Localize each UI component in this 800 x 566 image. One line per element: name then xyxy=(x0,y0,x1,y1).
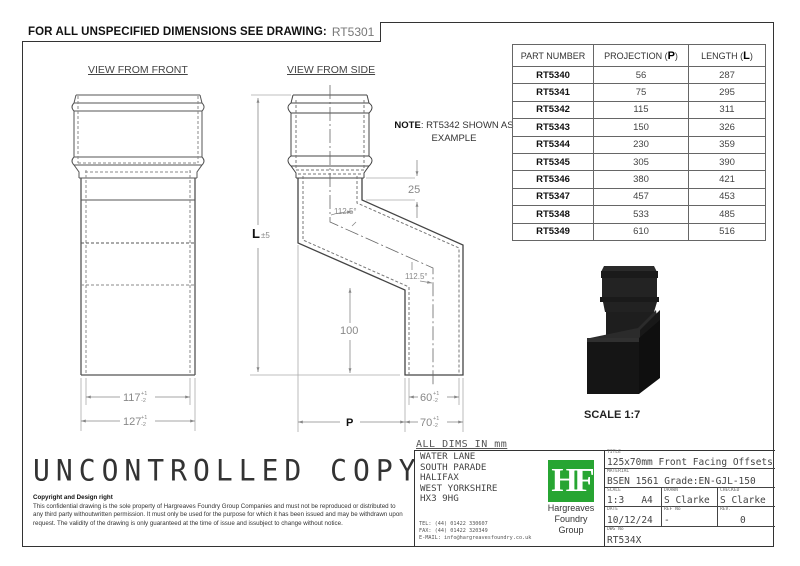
svg-text:-2: -2 xyxy=(141,422,146,428)
copyright-title: Copyright and Design right xyxy=(33,494,113,501)
svg-text:-2: -2 xyxy=(433,398,438,404)
company-logo: HF xyxy=(548,460,594,502)
copyright-body: This confidential drawing is the sole property of Hargreaves Foundry Group Companies and must not be reproduced or distributed to any third party withoutwritten permission. It must only be used for the purpose for which it has been issued and may be withdrawn upon request. The validity of the drawing is only guaranteed at the time of issue and issubject to change without notice. xyxy=(33,502,403,527)
header-label: FOR ALL UNSPECIFIED DIMENSIONS SEE DRAWING: xyxy=(28,25,327,38)
svg-text:+1: +1 xyxy=(433,391,440,397)
field-dwg-no: DWG No RT534X xyxy=(607,527,642,546)
copyright-notice xyxy=(33,494,403,528)
tel: TEL: (44) 01422 330607 xyxy=(419,521,488,527)
table-row: RT5343 150 326 xyxy=(513,119,766,136)
field-date: DATE 10/12/24 xyxy=(605,507,662,527)
table-row: RT5341 75 295 xyxy=(513,84,766,101)
table-row: RT5342 115 311 xyxy=(513,101,766,118)
field-ref: REF No - xyxy=(662,507,718,527)
col-projection: PROJECTION (P) xyxy=(594,45,689,67)
svg-text:-2: -2 xyxy=(433,423,438,429)
company-name: Hargreaves Foundry Group xyxy=(547,503,595,535)
field-material: MATERIAL BSEN 1561 Grade:EN-GJL-150 xyxy=(605,469,775,488)
field-drawn: DRAWN S Clarke xyxy=(662,488,718,507)
company-contact xyxy=(419,521,531,542)
field-checked: CHECKED S Clarke xyxy=(718,488,775,507)
svg-text:+1: +1 xyxy=(433,416,440,422)
table-row: RT5346 380 421 xyxy=(513,171,766,188)
units-note: ALL DIMS IN mm xyxy=(416,439,508,450)
col-length: LENGTH (L) xyxy=(689,45,766,67)
table-row: RT5349 610 516 xyxy=(513,223,766,240)
title-block-fields xyxy=(604,450,775,547)
example-note: NOTE: RT5342 SHOWN AS EXAMPLE xyxy=(394,120,514,144)
fax: FAX: (44) 01422 320349 xyxy=(419,528,488,534)
svg-text:-2: -2 xyxy=(141,398,146,404)
front-view-title: VIEW FROM FRONT xyxy=(88,64,188,76)
table-row: RT5344 230 359 xyxy=(513,136,766,153)
email: E-MAIL: info@hargreavesfoundry.co.uk xyxy=(419,535,532,541)
product-render xyxy=(587,266,660,394)
table-row: RT5347 457 453 xyxy=(513,188,766,205)
company-address: WATER LANE SOUTH PARADE HALIFAX WEST YORKSHIRE HX3 9HG xyxy=(420,451,498,505)
dim-angle-1: 112.5° xyxy=(334,207,357,216)
render-scale-label: SCALE 1:7 xyxy=(584,409,641,421)
dim-inner-width: 117 xyxy=(123,392,141,404)
side-view-title: VIEW FROM SIDE xyxy=(287,64,376,76)
dim-outer-width: 127 xyxy=(123,416,142,428)
svg-text:±5: ±5 xyxy=(261,231,270,240)
table-row: RT5340 56 287 xyxy=(513,67,766,84)
dim-side-outer: 70 xyxy=(420,417,433,429)
field-title: TITLE 125x70mm Front Facing Offsets xyxy=(605,450,775,469)
table-row: RT5348 533 485 xyxy=(513,206,766,223)
dim-side-inner: 60 xyxy=(420,392,433,404)
svg-text:+1: +1 xyxy=(141,415,148,421)
table-row: RT5345 305 390 xyxy=(513,153,766,170)
field-rev: REV. 0 xyxy=(718,507,775,527)
dim-length-label: L xyxy=(252,226,260,241)
svg-text:+1: +1 xyxy=(141,391,148,397)
dim-top-offset: 25 xyxy=(408,184,421,196)
uncontrolled-copy-watermark: UNCONTROLLED COPY xyxy=(33,453,422,488)
header-drawing-ref: RT5301 xyxy=(331,24,375,39)
field-scale: SCALE 1:3 A4 xyxy=(605,488,662,507)
parts-table xyxy=(512,44,766,241)
dim-projection-label: P xyxy=(346,417,354,429)
col-part-number: PART NUMBER xyxy=(513,45,594,67)
front-view xyxy=(72,95,204,375)
dim-angle-2: 112.5° xyxy=(405,272,428,281)
dim-bottom-height: 100 xyxy=(340,325,359,337)
